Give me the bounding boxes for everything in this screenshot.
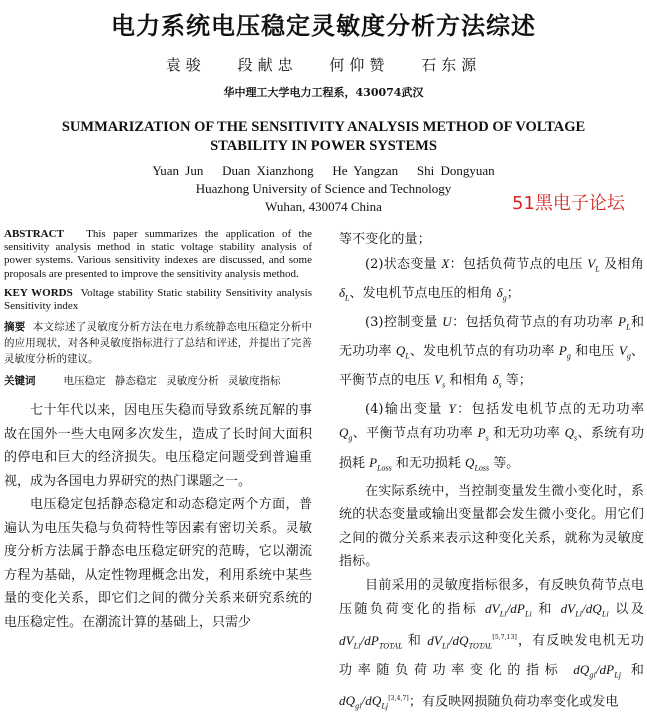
title-en-line: STABILITY IN POWER SYSTEMS [210,138,437,154]
keyword-cn: 静态稳定 [114,375,157,388]
affiliation-cn: 华中理工大学电力工程系，430074武汉 [223,86,424,99]
paper-title-cn: 电力系统电压稳定灵敏度分析方法综述 [111,12,536,40]
title-en-line: SUMMARIZATION OF THE SENSITIVITY ANALYSIS METHOD OF VOLTAGE [61,119,586,135]
affiliation-en: Huazhong University of Science and Technology [195,181,452,196]
author-en: Duan Xianzhong [222,163,314,178]
keyword-cn: 灵敏度分析 [166,375,219,388]
keywords-cn-label: 关键词 [4,375,36,388]
city-en: Wuhan, 430074 China [265,199,382,214]
body-paragraph: 在实际系统中，当控制变量发生微小变化时，系统的状态变量或输出变量都会发生微小变化。用它们之间的微分关系来表示这种变化关系，就称为灵敏度指标。 [339,483,644,570]
keywords-en-text: Voltage stability Static stability Sensitivity analysis Sensitivity index [4,286,313,313]
abstract-en [4,228,312,281]
author-cn: 石东源 [421,56,482,74]
right-column [339,228,644,718]
keyword-cn: 灵敏度指标 [228,375,281,388]
abstract-cn-label: 摘要 [4,321,26,334]
citation: [5,7,13] [492,634,517,642]
author-en: Shi Dongyuan [416,163,495,178]
keywords-en [4,287,312,313]
body-paragraph-indexes: 目前采用的灵敏度指标很多，有反映负荷节点电压随负荷变化的指标 $dV_{Li}/dP_{Li}$ 和 $dV_{Li}/dQ_{Li}$ 以及 $dV_{Li}/dP_{TOTAL}$ 和 $dV_{Li}/dQ_{TOTAL}[5,7,13]$，有反映发电机无功功率随负荷功率变化的指标 $dQ_{gi}/dP_{Lj}$ 和 $dQ_{gi}/dQ_{Lj}[3,4,7]$；有反映网损随负荷功率变化或发电 [339,577,645,711]
citation: [3,4,7] [388,694,409,702]
keyword-cn: 电压稳定 [63,375,106,388]
abstract-en-text: This paper summarizes the application of the sensitivity analysis method in static voltage stability analysis of power systems. Various sensitivity indexes are discussed, and some proposals are presented to improve the sensitivity analysis method. [4,228,312,280]
forum-watermark: 51黑电子论坛 [512,193,625,214]
body-paragraph: 电压稳定包括静态稳定和动态稳定两个方面，普遍认为电压失稳与负荷特性等因素有密切关系。灵敏度分析方法属于静态电压稳定研究的范畴，它以潮流方程为基础，从定性物理概念出发，利用系统中某些量的变化关系，即它们之间的微分关系来研究系统的电压稳定性。在潮流计算的基础上，只需少 [4,497,312,630]
authors-en [0,163,647,179]
author-en: He Yangzan [332,163,399,178]
left-column [4,228,312,634]
body-continuation: 等不变化的量； [339,232,431,247]
abstract-en-label: ABSTRACT [4,228,64,240]
state-variable-item: (2)状态变量 X：包括负荷节点的电压 $V_L$ 及相角 $\delta_L$、发电机节点电压的相角 $\delta_g$； [339,255,645,303]
author-cn: 段献忠 [237,56,298,74]
abstract-cn [4,319,312,367]
abstract-cn-text: 本文综述了灵敏度分析方法在电力系统静态电压稳定分析中的应用现状，对各种灵敏度指标进行了总结和评述，并提出了完善灵敏度分析的建议。 [4,321,313,366]
paper-title-en [0,118,647,156]
control-variable-item: (3)控制变量 U：包括负荷节点的有功功率 $P_L$和无功功率 $Q_L$、发电机节点的有功功率 $P_g$ 和电压 $V_g$、平衡节点的电压 $V_s$ 和相角 $\delta_s$ 等； [339,313,644,390]
body-paragraph: 七十年代以来，因电压失稳而导致系统瓦解的事故在国外一些大电网多次发生，造成了长时间大面积的停电和巨大的经济损失。电压稳定问题受到普遍重视，成为各国电力界研究的热门课题之一。 [4,403,312,489]
author-cn: 袁骏 [165,56,206,74]
author-en: Yuan Jun [152,163,204,178]
author-cn: 何仰赞 [329,56,390,74]
output-variable-item: (4)输出变量 Y：包括发电机节点的无功功率 $Q_g$、平衡节点有功功率 $P_s$ 和无功功率 $Q_s$、系统有功损耗 $P_{Loss}$ 和无功损耗 $Q_{Loss}$ 等。 [339,400,644,473]
keywords-cn [4,373,312,389]
authors-cn [0,54,647,75]
keywords-en-label: KEY WORDS [4,286,73,299]
